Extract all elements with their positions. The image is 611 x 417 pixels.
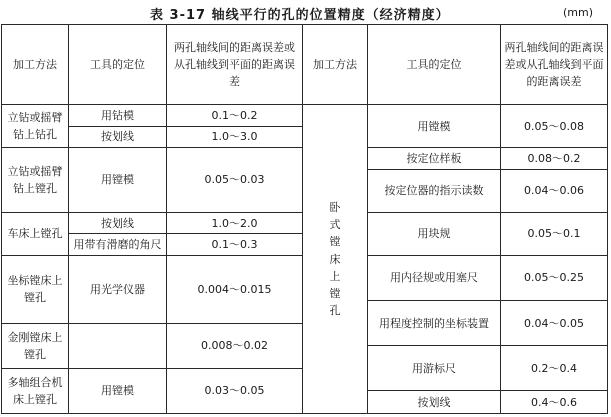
table-row xyxy=(2,105,608,127)
value-cell: 0.05～0.03 xyxy=(167,148,303,213)
value-cell: 0.008～0.02 xyxy=(167,323,303,368)
value-cell: 0.05～0.25 xyxy=(501,255,608,300)
method-cell: 坐标镗床上镗孔 xyxy=(2,255,69,323)
tool-cell: 按定位样板 xyxy=(368,148,501,170)
tool-cell: 按划线 xyxy=(368,391,501,414)
tool-cell: 按定位器的指示读数 xyxy=(368,169,501,212)
method-cell: 多轴组合机床上镗孔 xyxy=(2,368,69,413)
tool-cell: 用钻模 xyxy=(69,105,167,127)
value-cell: 0.08～0.2 xyxy=(501,148,608,170)
value-cell: 0.04～0.05 xyxy=(501,301,608,346)
value-cell: 0.1～0.2 xyxy=(167,105,303,127)
value-cell: 1.0～3.0 xyxy=(167,126,303,148)
header-tool: 工具的定位 xyxy=(69,25,167,105)
tool-cell: 用程度控制的坐标装置 xyxy=(368,301,501,346)
value-cell: 0.2～0.4 xyxy=(501,346,608,391)
value-cell: 0.04～0.06 xyxy=(501,169,608,212)
header-tool-right: 工具的定位 xyxy=(368,25,501,105)
method-cell: 金刚镗床上镗孔 xyxy=(2,323,69,368)
table-title: 表 3-17 轴线平行的孔的位置精度（经济精度） xyxy=(150,8,450,23)
value-cell: 0.05～0.08 xyxy=(501,105,608,148)
value-cell: 1.0～2.0 xyxy=(167,212,303,234)
table-caption xyxy=(0,4,611,24)
method-cell: 立钻或摇臂钻上钻孔 xyxy=(2,105,69,148)
value-cell: 0.1～0.3 xyxy=(167,234,303,256)
header-deviation: 两孔轴线间的距离误差或从孔轴线到平面的距离误差 xyxy=(167,25,303,105)
tool-cell: 按划线 xyxy=(69,212,167,234)
tool-cell: 用镗模 xyxy=(69,368,167,413)
tool-cell xyxy=(69,323,167,368)
tool-cell: 用游标尺 xyxy=(368,346,501,391)
right-method-text: 卧式镗床上镗孔 xyxy=(329,201,341,317)
header-deviation-right: 两孔轴线间的距离误差或从孔轴线到平面的距离误差 xyxy=(501,25,608,105)
method-cell: 车床上镗孔 xyxy=(2,212,69,255)
value-cell: 0.05～0.1 xyxy=(501,212,608,255)
header-method-right: 加工方法 xyxy=(303,25,368,105)
value-cell: 0.4～0.6 xyxy=(501,391,608,414)
right-method-cell xyxy=(303,105,368,414)
method-cell: 立钻或摇臂钻上镗孔 xyxy=(2,148,69,213)
unit-label: (mm) xyxy=(562,6,593,19)
value-cell: 0.004～0.015 xyxy=(167,255,303,323)
header-method: 加工方法 xyxy=(2,25,69,105)
value-cell: 0.03～0.05 xyxy=(167,368,303,413)
tool-cell: 用带有滑磨的角尺 xyxy=(69,234,167,256)
tool-cell: 用块规 xyxy=(368,212,501,255)
tool-cell: 用镗模 xyxy=(368,105,501,148)
tool-cell: 按划线 xyxy=(69,126,167,148)
precision-table xyxy=(1,24,608,414)
tool-cell: 用光学仪器 xyxy=(69,255,167,323)
tool-cell: 用内径规或用塞尺 xyxy=(368,255,501,300)
table-header-row xyxy=(2,25,608,105)
tool-cell: 用镗模 xyxy=(69,148,167,213)
